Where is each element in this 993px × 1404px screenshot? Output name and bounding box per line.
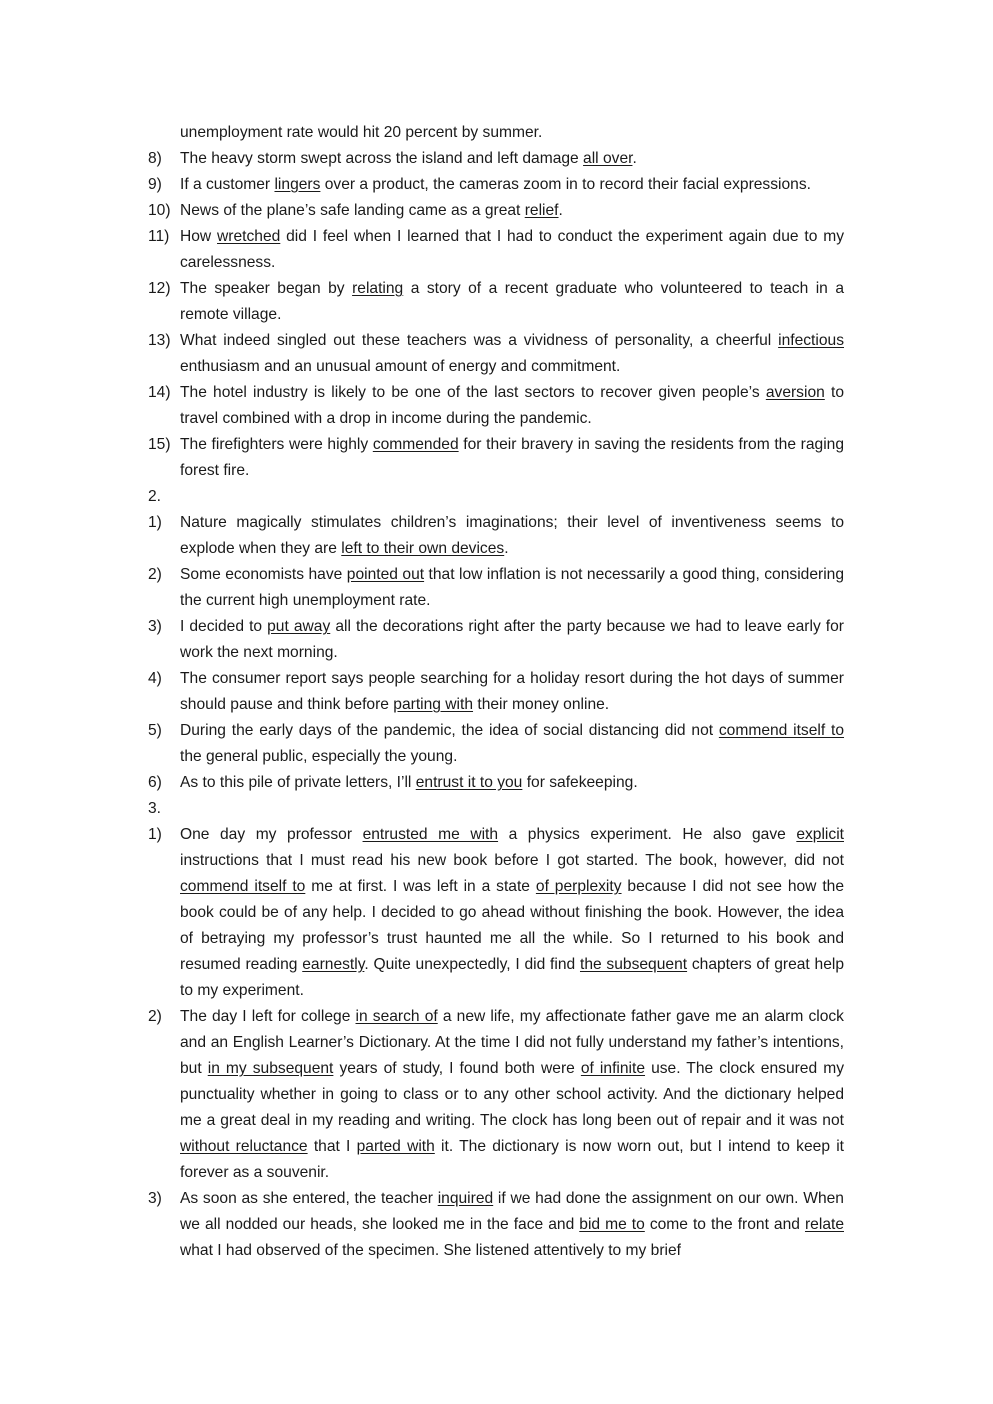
- section-2-list: [148, 510, 844, 796]
- underlined-answer: commended: [372, 436, 459, 453]
- item-text: [180, 510, 844, 562]
- underlined-answer: entrust it to you: [415, 774, 523, 791]
- underlined-answer: commend itself to: [718, 722, 845, 739]
- sentence-text: a physics experiment. He also gave: [498, 826, 797, 843]
- sentence-text: .: [558, 202, 563, 219]
- underlined-answer: commend itself to: [180, 878, 306, 895]
- item-number: 10): [148, 202, 171, 219]
- item-text: [180, 562, 844, 614]
- sentence-text: The heavy storm swept across the island and left damage: [180, 150, 584, 167]
- answer-item: [148, 510, 844, 562]
- item-number: 4): [148, 670, 162, 687]
- section-2-heading: 2.: [148, 488, 162, 505]
- section-1-tail-list: [148, 146, 844, 484]
- sentence-text: What indeed singled out these teachers was a vividness of personality, a cheerful: [180, 332, 779, 349]
- underlined-answer: entrusted me with: [362, 826, 499, 843]
- underlined-answer: pointed out: [346, 566, 425, 583]
- answer-item: [148, 562, 844, 614]
- answer-item: [148, 432, 844, 484]
- sentence-text: If a customer: [180, 176, 275, 193]
- item-number: 2): [148, 566, 162, 583]
- item-text: [180, 224, 844, 276]
- underlined-answer: put away: [267, 618, 331, 635]
- item-number: 8): [148, 150, 162, 167]
- underlined-answer: relating: [352, 280, 404, 297]
- item-number: 14): [148, 384, 171, 401]
- item-text: [180, 328, 844, 380]
- sentence-text: The firefighters were highly: [180, 436, 373, 453]
- sentence-text: During the early days of the pandemic, the idea of social distancing did not: [180, 722, 719, 739]
- underlined-answer: all over: [583, 150, 633, 167]
- item-text: [180, 770, 844, 796]
- sentence-text: a new life, my affectionate father gave me an alarm clock and an English Learner’s Dictionary. At the time I did not fully understand my father’s intentions, but: [180, 1008, 844, 1077]
- answer-item: [148, 614, 844, 666]
- sentence-text: if we had done the assignment on our own. When we all nodded our heads, she looked me in the face and: [180, 1190, 844, 1233]
- sentence-text: the general public, especially the young.: [180, 748, 458, 765]
- sentence-text: The hotel industry is likely to be one of the last sectors to recover given people’s: [180, 384, 766, 401]
- underlined-answer: infectious: [778, 332, 844, 349]
- item-number: 6): [148, 774, 162, 791]
- underlined-answer: relate: [804, 1216, 844, 1233]
- sentence-text: One day my professor: [180, 826, 363, 843]
- underlined-answer: inquired: [437, 1190, 494, 1207]
- item-number: 12): [148, 280, 171, 297]
- sentence-text: As soon as she entered, the teacher: [180, 1190, 438, 1207]
- sentence-text: As to this pile of private letters, I’ll: [180, 774, 416, 791]
- sentence-text: that low inflation is not necessarily a good thing, considering the current high unemployment rate.: [180, 566, 844, 609]
- item-number: 1): [148, 826, 162, 843]
- sentence-text: Some economists have: [180, 566, 347, 583]
- answer-item: [148, 1186, 844, 1264]
- underlined-answer: without reluctance: [180, 1138, 308, 1155]
- item-number: 5): [148, 722, 162, 739]
- sentence-text: News of the plane’s safe landing came as a great: [180, 202, 525, 219]
- sentence-text: what I had observed of the specimen. She listened attentively to my brief: [180, 1242, 682, 1259]
- item-text: [180, 276, 844, 328]
- underlined-answer: aversion: [765, 384, 825, 401]
- item-number: 13): [148, 332, 171, 349]
- underlined-answer: earnestly: [302, 956, 365, 973]
- sentence-text: .: [504, 540, 509, 557]
- answer-item: [148, 666, 844, 718]
- underlined-answer: in search of: [355, 1008, 438, 1025]
- sentence-text: to travel combined with a drop in income during the pandemic.: [180, 384, 844, 427]
- sentence-text: their money online.: [473, 696, 610, 713]
- sentence-text: a story of a recent graduate who volunteered to teach in a remote village.: [180, 280, 845, 323]
- underlined-answer: of infinite: [580, 1060, 646, 1077]
- answer-item: [148, 146, 844, 172]
- item-text: [180, 380, 844, 432]
- sentence-text: come to the front and: [644, 1216, 805, 1233]
- answer-item: [148, 172, 844, 198]
- sentence-text: The speaker began by: [180, 280, 353, 297]
- item-number: 3): [148, 1190, 162, 1207]
- item-number: 11): [148, 228, 170, 245]
- item-text: [180, 666, 844, 718]
- sentence-text: for their bravery in saving the residents from the raging forest fire.: [180, 436, 845, 479]
- item-number: 9): [148, 176, 162, 193]
- sentence-text: The day I left for college: [180, 1008, 356, 1025]
- underlined-answer: parted with: [356, 1138, 435, 1155]
- item-number: 2): [148, 1008, 162, 1025]
- answer-item: [148, 276, 844, 328]
- item-text: [180, 1186, 844, 1264]
- sentence-text: I decided to: [180, 618, 268, 635]
- item-number: 15): [148, 436, 171, 453]
- answer-item: [148, 328, 844, 380]
- underlined-answer: in my subsequent: [207, 1060, 334, 1077]
- sentence-text: Nature magically stimulates children’s imaginations; their level of inventiveness seems to explode when they are: [180, 514, 844, 557]
- underlined-answer: parting with: [393, 696, 474, 713]
- item-number: 3): [148, 618, 162, 635]
- answer-item: [148, 224, 844, 276]
- underlined-answer: the subsequent: [579, 956, 688, 973]
- item-text: [180, 822, 844, 1004]
- item-text: [180, 1004, 844, 1186]
- sentence-text: because I did not see how the book could be of any help. I decided to go ahead without finishing the book. However, the idea of betraying my professor’s trust haunted me all the while. So I returned to his book and resumed reading: [180, 878, 844, 973]
- sentence-text: all the decorations right after the party because we had to leave early for work the next morning.: [180, 618, 844, 661]
- answer-item: [148, 380, 844, 432]
- item-text: [180, 198, 844, 224]
- answer-item: [148, 822, 844, 1004]
- sentence-text: The consumer report says people searching for a holiday resort during the hot days of summer should pause and think before: [180, 670, 844, 713]
- sentence-text: chapters of great help to my experiment.: [180, 956, 845, 999]
- item-text: [180, 718, 844, 770]
- sentence-text: did I feel when I learned that I had to conduct the experiment again due to my carelessness.: [180, 228, 845, 271]
- answer-item: [148, 770, 844, 796]
- sentence-text: for safekeeping.: [522, 774, 638, 791]
- underlined-answer: wretched: [217, 228, 281, 245]
- answer-item: [148, 1004, 844, 1186]
- underlined-answer: lingers: [274, 176, 321, 193]
- underlined-answer: explicit: [796, 826, 844, 843]
- answer-item: [148, 718, 844, 770]
- sentence-text: How: [180, 228, 218, 245]
- item-number: 1): [148, 514, 162, 531]
- continued-sentence: [148, 120, 844, 146]
- sentence-text: . Quite unexpectedly, I did find: [364, 956, 580, 973]
- sentence-text: that I: [307, 1138, 357, 1155]
- sentence-text: use. The clock ensured my punctuality whether in going to class or to any other school activity. And the dictionary helped me a great deal in my reading and writing. The clock has long been out of repair and it was not: [180, 1060, 844, 1129]
- sentence-text: me at first. I was left in a state: [305, 878, 536, 895]
- item-text: [180, 172, 844, 198]
- underlined-answer: bid me to: [579, 1216, 645, 1233]
- sentence-text: unemployment rate would hit 20 percent by summer.: [180, 124, 543, 141]
- section-3-heading: 3.: [148, 800, 162, 817]
- sentence-text: enthusiasm and an unusual amount of energy and commitment.: [180, 358, 621, 375]
- item-text: [180, 614, 844, 666]
- sentence-text: years of study, I found both were: [333, 1060, 581, 1077]
- sentence-text: over a product, the cameras zoom in to record their facial expressions.: [320, 176, 811, 193]
- underlined-answer: left to their own devices: [341, 540, 505, 557]
- underlined-answer: of perplexity: [535, 878, 622, 895]
- item-text: [180, 432, 844, 484]
- item-text: [180, 146, 844, 172]
- sentence-text: .: [632, 150, 637, 167]
- sentence-text: instructions that I must read his new book before I got started. The book, however, did not: [180, 852, 844, 869]
- sentence-text: it. The dictionary is now worn out, but I intend to keep it forever as a souvenir.: [180, 1138, 845, 1181]
- continued-item-text: [148, 120, 844, 146]
- answer-item: [148, 198, 844, 224]
- section-3-list: [148, 822, 844, 1264]
- underlined-answer: relief: [524, 202, 559, 219]
- answer-key-body: [148, 120, 844, 1264]
